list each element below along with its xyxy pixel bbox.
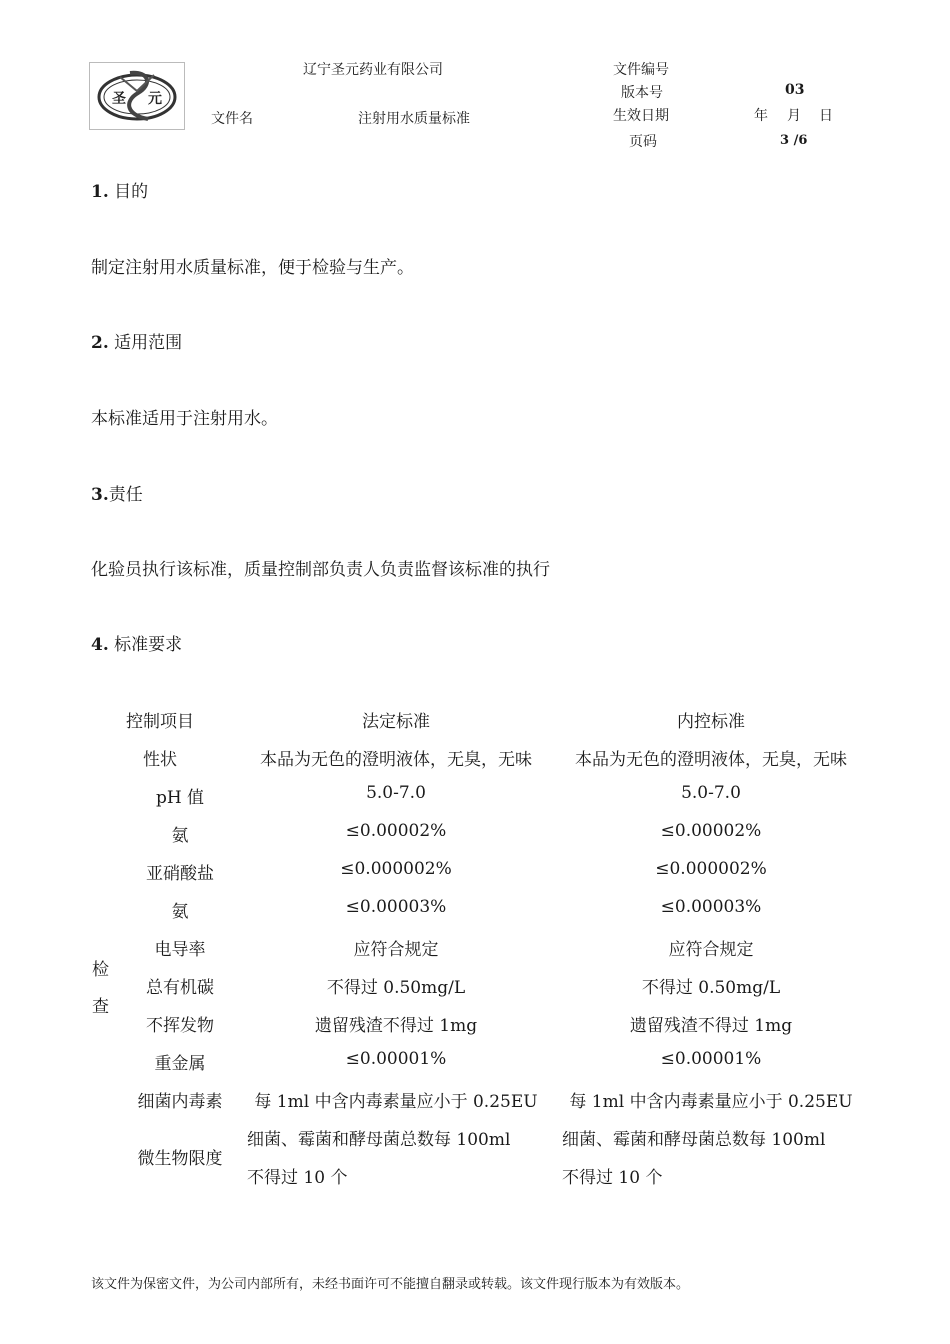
- logo-char-1: 圣: [112, 91, 126, 107]
- section-title: 责任: [108, 485, 143, 505]
- table-row-legal: ≤0.00001%: [345, 1049, 447, 1069]
- section-number: 2.: [91, 333, 109, 353]
- table-row-legal: 本品为无色的澄明液体，无臭，无味: [260, 750, 532, 770]
- company-logo: [89, 62, 185, 130]
- group-label-char: 查: [92, 997, 109, 1017]
- table-row-item: 重金属: [154, 1054, 206, 1074]
- micro-legal-line1: 细菌、霉菌和酵母菌总数每 100ml: [247, 1130, 511, 1150]
- section-4-heading: [91, 630, 182, 655]
- table-row-internal: 5.0-7.0: [681, 783, 741, 803]
- section-number: 3.: [91, 485, 109, 505]
- effective-date-label: 生效日期: [613, 108, 669, 124]
- section-number: 4.: [91, 635, 109, 655]
- table-header-internal: 内控标准: [677, 712, 745, 732]
- table-row-legal: ≤0.000002%: [340, 859, 452, 879]
- table-row-internal: ≤0.00003%: [660, 897, 762, 917]
- section-2-body: 本标准适用于注射用水。: [91, 409, 278, 429]
- page-label: 页码: [629, 134, 657, 150]
- section-1-body: 制定注射用水质量标准，便于检验与生产。: [91, 258, 414, 278]
- version-value: 03: [785, 82, 805, 98]
- table-row-item: pH 值: [155, 788, 205, 808]
- group-label-char: 检: [92, 960, 109, 980]
- table-row-legal: 不得过 0.50mg/L: [326, 978, 466, 998]
- section-number: 1.: [91, 182, 109, 202]
- logo-char-2: 元: [148, 91, 162, 107]
- section-title: 目的: [114, 182, 149, 202]
- table-row-internal: 每 1ml 中含内毒素量应小于 0.25EU: [569, 1092, 853, 1112]
- section-title: 标准要求: [114, 635, 183, 655]
- section-3-body: 化验员执行该标准，质量控制部负责人负责监督该标准的执行: [91, 560, 550, 580]
- table-row-legal: ≤0.00003%: [345, 897, 447, 917]
- table-row-item: 总有机碳: [146, 978, 214, 998]
- table-row-item: 微生物限度: [137, 1149, 223, 1169]
- table-row-item: 氨: [171, 902, 189, 922]
- table-header-item: 控制项目: [126, 712, 194, 732]
- page-value: 3 /6: [780, 133, 808, 148]
- date-day: 日: [819, 108, 833, 124]
- footer-notice: 该文件为保密文件，为公司内部所有，未经书面许可不能擅自翻录或转载。该文件现行版本为有效版本。: [91, 1277, 690, 1292]
- file-name-value: 注射用水质量标准: [358, 111, 470, 127]
- table-row-internal: ≤0.00002%: [660, 821, 762, 841]
- table-row-item: 电导率: [154, 940, 206, 960]
- company-name: 辽宁圣元药业有限公司: [303, 62, 443, 78]
- date-year: 年: [754, 108, 768, 124]
- table-row-item: 细菌内毒素: [137, 1092, 223, 1112]
- table-row-legal: 每 1ml 中含内毒素量应小于 0.25EU: [254, 1092, 538, 1112]
- section-2-heading: [91, 328, 182, 353]
- version-label: 版本号: [621, 85, 663, 101]
- micro-internal-line1: 细菌、霉菌和酵母菌总数每 100ml: [562, 1130, 826, 1150]
- table-header-legal: 法定标准: [362, 712, 430, 732]
- table-row-internal: 遗留残渣不得过 1mg: [629, 1016, 793, 1036]
- table-row-internal: ≤0.00001%: [660, 1049, 762, 1069]
- table-row-internal: 应符合规定: [668, 940, 754, 960]
- logo-emblem-icon: [90, 63, 184, 129]
- date-month: 月: [787, 108, 801, 124]
- table-row-item: 不挥发物: [146, 1016, 214, 1036]
- section-3-heading: [91, 480, 143, 505]
- file-name-label: 文件名: [211, 111, 253, 127]
- table-row-legal: 5.0-7.0: [366, 783, 426, 803]
- micro-internal-line2: 不得过 10 个: [562, 1168, 663, 1188]
- table-row-internal: 本品为无色的澄明液体，无臭，无味: [575, 750, 847, 770]
- doc-no-label: 文件编号: [613, 62, 669, 78]
- table-row-legal: 应符合规定: [353, 940, 439, 960]
- table-row-item: 性状: [143, 750, 177, 770]
- table-row-internal: 不得过 0.50mg/L: [641, 978, 781, 998]
- section-1-heading: [91, 177, 148, 202]
- table-row-legal: 遗留残渣不得过 1mg: [314, 1016, 478, 1036]
- section-title: 适用范围: [114, 333, 183, 353]
- table-row-legal: ≤0.00002%: [345, 821, 447, 841]
- table-row-internal: ≤0.000002%: [655, 859, 767, 879]
- table-row-item: 氨: [171, 826, 189, 846]
- table-row-item: 亚硝酸盐: [146, 864, 214, 884]
- micro-legal-line2: 不得过 10 个: [247, 1168, 348, 1188]
